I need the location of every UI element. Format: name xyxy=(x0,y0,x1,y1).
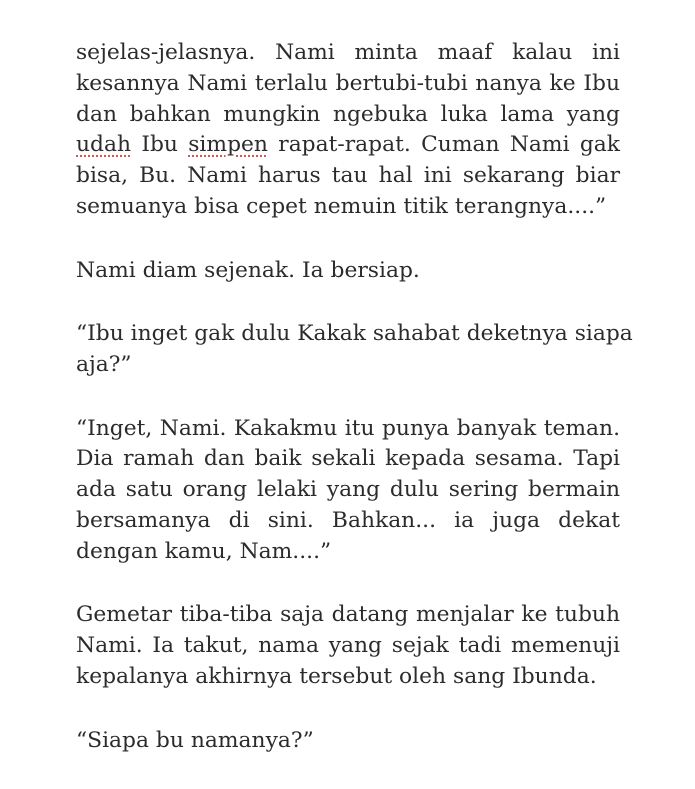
text-line: “Ibu inget gak dulu Kakak sahabat deketnya siapa xyxy=(76,321,633,347)
spellcheck-word[interactable]: simpen xyxy=(188,132,268,158)
text-line: “Siapa bu namanya?” xyxy=(76,727,314,753)
spellcheck-word[interactable]: udah xyxy=(76,132,132,158)
text-line: kesannya Nami terlalu bertubi-tubi nanya ke Ibu xyxy=(76,70,620,96)
paragraph-2 xyxy=(76,256,620,287)
text-line: Nami diam sejenak. Ia bersiap. xyxy=(76,257,420,283)
text-line: kepalanya akhirnya tersebut oleh sang Ibunda. xyxy=(76,663,597,689)
text-line: aja?” xyxy=(76,351,132,377)
text-line: “Inget, Nami. Kakakmu itu punya banyak teman. xyxy=(76,415,620,441)
text-line: semuanya bisa cepet nemuin titik terangnya....” xyxy=(76,193,607,219)
text-line: dan bahkan mungkin ngebuka luka lama yang xyxy=(76,101,620,127)
text-line: Gemetar tiba-tiba saja datang menjalar ke tubuh xyxy=(76,602,620,628)
text-run: rapat-rapat. Cuman Nami gak xyxy=(267,132,620,158)
paragraph-4 xyxy=(76,414,620,568)
text-line xyxy=(76,130,620,161)
text-line: ada satu orang lelaki yang dulu sering bermain xyxy=(76,477,620,503)
text-line: Dia ramah dan baik sekali kepada sesama. Tapi xyxy=(76,446,620,472)
paragraph-3 xyxy=(76,319,633,381)
text-line: Nami. Ia takut, nama yang sejak tadi memenuji xyxy=(76,633,620,659)
text-line: sejelas-jelasnya. Nami minta maaf kalau ini xyxy=(76,40,620,65)
text-line: bersamanya di sini. Bahkan... ia juga dekat xyxy=(76,507,620,533)
text-line: dengan kamu, Nam....” xyxy=(76,538,332,564)
text-run: Ibu xyxy=(131,132,189,158)
document-page xyxy=(76,38,633,789)
paragraph-6 xyxy=(76,726,620,757)
paragraph-5 xyxy=(76,600,620,692)
paragraph-1 xyxy=(76,38,620,223)
text-line: bisa, Bu. Nami harus tau hal ini sekarang biar xyxy=(76,163,620,189)
